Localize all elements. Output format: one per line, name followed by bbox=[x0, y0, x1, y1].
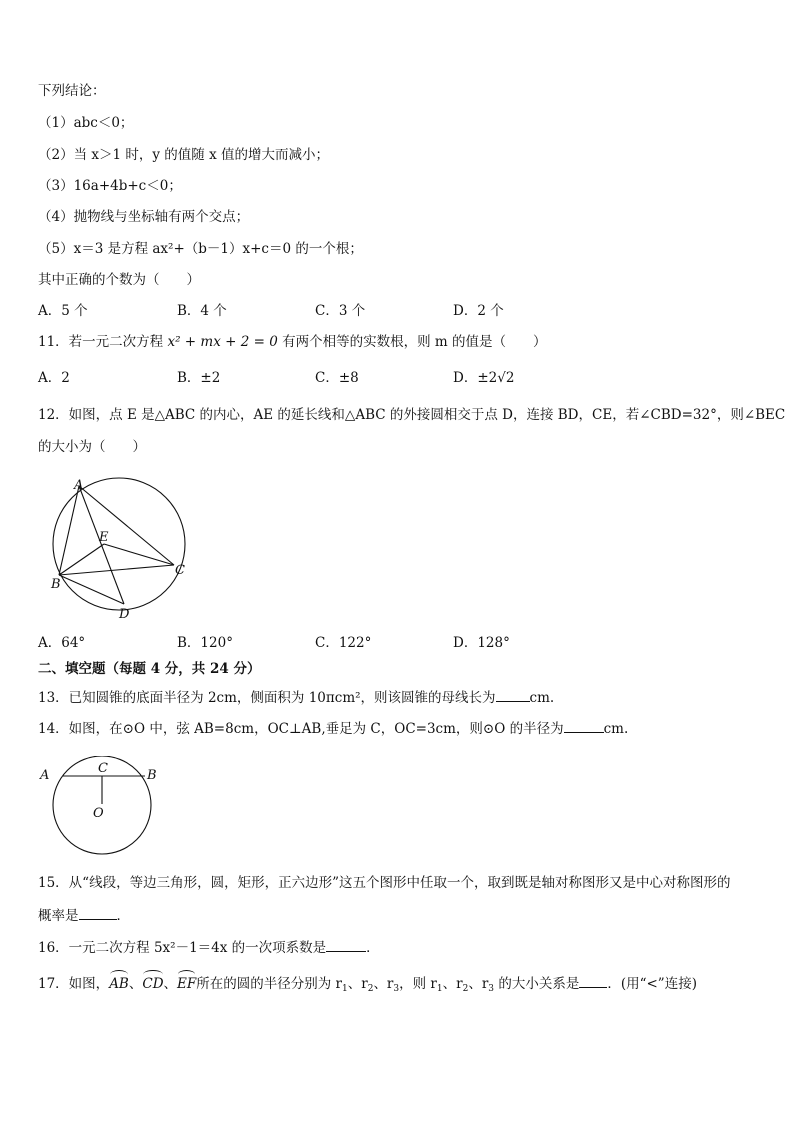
conclusion-2: （2）当 x＞1 时，y 的值随 x 值的增大而减小； bbox=[38, 147, 329, 163]
q16-end: ． bbox=[366, 940, 380, 956]
label-e: E bbox=[99, 530, 109, 545]
q10-option-d: D．2 个 bbox=[453, 303, 504, 319]
conclusion-4: （4）抛物线与坐标轴有两个交点； bbox=[38, 209, 250, 225]
q10-option-c: C．3 个 bbox=[315, 303, 366, 319]
segment-ce bbox=[104, 544, 174, 565]
label-o: O bbox=[93, 806, 104, 821]
label-b: B bbox=[51, 577, 61, 592]
conclusion-3: （3）16a+4b+c＜0； bbox=[38, 178, 182, 194]
segment-be bbox=[59, 544, 104, 575]
q10-option-b: B．4 个 bbox=[177, 303, 227, 319]
segment-ad bbox=[79, 486, 124, 604]
q11-option-a: A．2 bbox=[38, 370, 70, 386]
q17-prefix: 17．如图， bbox=[38, 976, 110, 992]
q12-option-c: C．122° bbox=[315, 635, 372, 651]
q12-line2: 的大小为（ ） bbox=[38, 439, 146, 455]
q15-text: 概率是 bbox=[38, 908, 79, 924]
q12-option-a: A．64° bbox=[38, 635, 86, 651]
q14-question bbox=[38, 718, 628, 738]
q14-unit: cm. bbox=[603, 721, 629, 737]
q11-option-d: D．±2√2 bbox=[453, 370, 515, 386]
segment-ac bbox=[79, 486, 174, 565]
label-a: A bbox=[40, 768, 50, 783]
q11-suffix: 有两个相等的实数根，则 m 的值是（ ） bbox=[282, 334, 547, 350]
label-c: C bbox=[98, 761, 108, 776]
q11-formula: x² + mx + 2 = 0 bbox=[167, 334, 278, 350]
q12-option-b: B．120° bbox=[177, 635, 233, 651]
q12-option-d: D．128° bbox=[453, 635, 510, 651]
q13-text: 13．已知圆锥的底面半径为 2cm，侧面积为 10πcm²，则该圆锥的母线长为 bbox=[38, 690, 496, 706]
q14-text: 14．如图，在⊙O 中，弦 AB=8cm，OC⊥AB,垂足为 C，OC=3cm，则⊙O 的半径为 bbox=[38, 721, 564, 737]
q10-option-a: A．5 个 bbox=[38, 303, 88, 319]
q15-end: ． bbox=[116, 908, 130, 924]
q15-answer-blank[interactable] bbox=[79, 905, 117, 920]
label-a: A bbox=[74, 478, 84, 493]
q14-figure bbox=[34, 756, 164, 856]
segment-bc bbox=[59, 565, 174, 575]
q11-prefix: 11．若一元二次方程 bbox=[38, 334, 164, 350]
segment-ab bbox=[59, 486, 79, 575]
arc-ab: AB bbox=[109, 976, 129, 992]
q15-line2 bbox=[38, 905, 130, 925]
q13-question bbox=[38, 687, 554, 707]
q12-figure bbox=[44, 472, 194, 622]
q11-option-c: C．±8 bbox=[315, 370, 359, 386]
label-d: D bbox=[119, 607, 130, 622]
conclusion-1: （1）abc＜0； bbox=[38, 115, 134, 131]
q16-question bbox=[38, 937, 380, 957]
q16-answer-blank[interactable] bbox=[326, 937, 366, 952]
q15-line1: 15．从“线段，等边三角形，圆，矩形，正六边形”这五个图形中任取一个，取到既是轴对称图形又是中心对称图形的 bbox=[38, 875, 731, 891]
q17-question: 17．如图，AB、CD、EF所在的圆的半径分别为 $r_1$、$r_2$、$r_3$，则 $r_1$、$r_2$、$r_3$ 的大小关系是 ．(用“<”连接) bbox=[38, 973, 697, 998]
arc-cd: CD bbox=[142, 976, 164, 992]
q11-option-b: B．±2 bbox=[177, 370, 221, 386]
label-c: C bbox=[175, 563, 185, 578]
conclusion-5: （5）x＝3 是方程 ax²+（b－1）x+c＝0 的一个根； bbox=[38, 241, 363, 257]
arc-ef: EF bbox=[177, 976, 197, 992]
q10-ask: 其中正确的个数为（ ） bbox=[38, 272, 200, 288]
intro-text: 下列结论： bbox=[38, 83, 106, 99]
label-b: B bbox=[147, 768, 157, 783]
section-heading: 二、填空题（每题 4 分，共 24 分） bbox=[38, 661, 261, 677]
q13-answer-blank[interactable] bbox=[496, 687, 530, 702]
q17-answer-blank[interactable] bbox=[579, 973, 607, 988]
q13-unit: cm. bbox=[529, 690, 555, 706]
q11-question bbox=[38, 333, 546, 351]
q16-text: 16．一元二次方程 5x²－1＝4x 的一次项系数是 bbox=[38, 940, 327, 956]
q12-line1: 12．如图，点 E 是△ABC 的内心，AE 的延长线和△ABC 的外接圆相交于点 D，连接 BD，CE，若∠CBD=32°，则∠BEC bbox=[38, 407, 786, 423]
q14-answer-blank[interactable] bbox=[564, 718, 604, 733]
